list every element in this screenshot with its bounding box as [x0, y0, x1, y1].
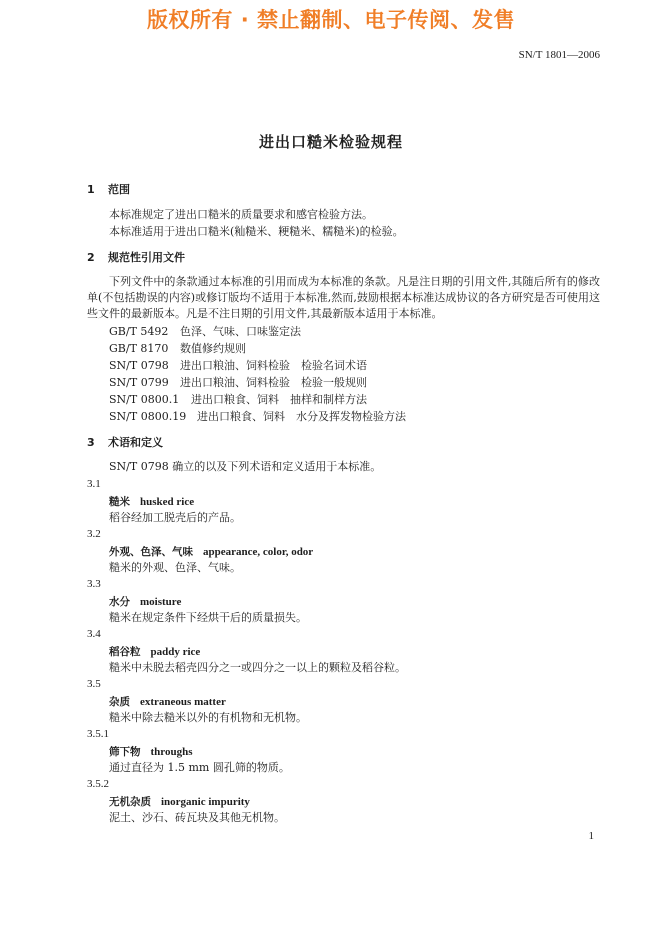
reference-item — [109, 375, 367, 391]
term-number: 3.3 — [87, 578, 101, 590]
reference-title: 进出口粮油、饲料检验 检验名词术语 — [180, 359, 367, 372]
term-english: throughs — [150, 746, 193, 758]
standard-number: SN/T 1801—2006 — [518, 49, 600, 61]
term-number: 3.2 — [87, 528, 101, 540]
reference-code: SN/T 0799 — [109, 376, 169, 389]
term-number: 3.5.2 — [87, 778, 109, 790]
term-english: inorganic impurity — [161, 796, 250, 808]
term-definition: 糙米中未脱去稻壳四分之一或四分之一以上的颗粒及稻谷粒。 — [109, 661, 406, 674]
term-definition: 糙米中除去糙米以外的有机物和无机物。 — [109, 711, 307, 724]
term-english: paddy rice — [150, 646, 201, 658]
reference-item — [109, 409, 406, 425]
section-2-number: 2 — [87, 251, 95, 264]
term-definition: 糙米的外观、色泽、气味。 — [109, 561, 241, 574]
term-heading — [109, 494, 194, 509]
watermark-banner: 版权所有 · 禁止翻制、电子传阅、发售 — [146, 8, 516, 32]
term-heading — [109, 694, 226, 709]
section-3-paragraph: SN/T 0798 确立的以及下列术语和定义适用于本标准。 — [109, 460, 382, 473]
reference-code: GB/T 5492 — [109, 325, 169, 338]
section-1-heading — [87, 181, 130, 197]
term-number: 3.4 — [87, 628, 101, 640]
term-chinese: 水分 — [109, 596, 130, 608]
term-english: appearance, color, odor — [203, 546, 314, 558]
term-heading — [109, 744, 192, 759]
section-1-number: 1 — [87, 183, 95, 196]
term-chinese: 杂质 — [109, 696, 130, 708]
reference-code: SN/T 0800.1 — [109, 393, 180, 406]
section-2-title: 规范性引用文件 — [108, 251, 185, 264]
reference-title: 进出口粮食、饲料 水分及挥发物检验方法 — [197, 410, 406, 423]
section-3-number: 3 — [87, 436, 95, 449]
term-chinese: 糙米 — [109, 496, 130, 508]
term-definition: 糙米在规定条件下经烘干后的质量损失。 — [109, 611, 307, 624]
term-chinese: 无机杂质 — [109, 796, 151, 808]
term-english: moisture — [140, 596, 182, 608]
term-number: 3.5 — [87, 678, 101, 690]
reference-code: SN/T 0800.19 — [109, 410, 187, 423]
section-1-paragraph-1: 本标准规定了进出口糙米的质量要求和感官检验方法。 — [109, 208, 373, 221]
term-number: 3.5.1 — [87, 728, 109, 740]
section-3-title: 术语和定义 — [108, 436, 163, 449]
term-definition: 泥土、沙石、砖瓦块及其他无机物。 — [109, 811, 285, 824]
term-heading — [109, 594, 181, 609]
document-title: 进出口糙米检验规程 — [258, 133, 403, 151]
term-chinese: 稻谷粒 — [109, 646, 141, 658]
term-english: extraneous matter — [140, 696, 226, 708]
section-2-heading — [87, 249, 185, 265]
reference-item — [109, 358, 367, 374]
term-english: husked rice — [140, 496, 195, 508]
term-heading — [109, 794, 250, 809]
term-chinese: 外观、色泽、气味 — [109, 546, 193, 558]
reference-code: SN/T 0798 — [109, 359, 169, 372]
reference-item — [109, 324, 301, 340]
section-2-paragraph: 下列文件中的条款通过本标准的引用而成为本标准的条款。凡是注日期的引用文件,其随后所有的修改单(不包括勘误的内容)或修订版均不适用于本标准,然而,鼓励根据本标准达成协议的各方研究是否可使用这些文件的最新版本。凡是不注日期的引用文件,其最新版本适用于本标准。 — [87, 275, 600, 320]
section-1-paragraph-2: 本标准适用于进出口糙米(籼糙米、粳糙米、糯糙米)的检验。 — [109, 225, 404, 238]
reference-title: 数值修约规则 — [180, 342, 246, 355]
page-number: 1 — [588, 830, 594, 842]
term-heading — [109, 644, 200, 659]
reference-item — [109, 341, 246, 357]
term-definition: 通过直径为 1.5 mm 圆孔筛的物质。 — [109, 761, 290, 774]
reference-title: 进出口粮食、饲料 抽样和制样方法 — [191, 393, 367, 406]
reference-title: 进出口粮油、饲料检验 检验一般规则 — [180, 376, 367, 389]
term-number: 3.1 — [87, 478, 101, 490]
reference-title: 色泽、气味、口味鉴定法 — [180, 325, 301, 338]
term-chinese: 筛下物 — [109, 746, 141, 758]
section-1-title: 范围 — [108, 183, 130, 196]
section-3-heading — [87, 434, 163, 450]
term-heading — [109, 544, 313, 559]
reference-code: GB/T 8170 — [109, 342, 169, 355]
reference-item — [109, 392, 367, 408]
term-definition: 稻谷经加工脱壳后的产品。 — [109, 511, 241, 524]
